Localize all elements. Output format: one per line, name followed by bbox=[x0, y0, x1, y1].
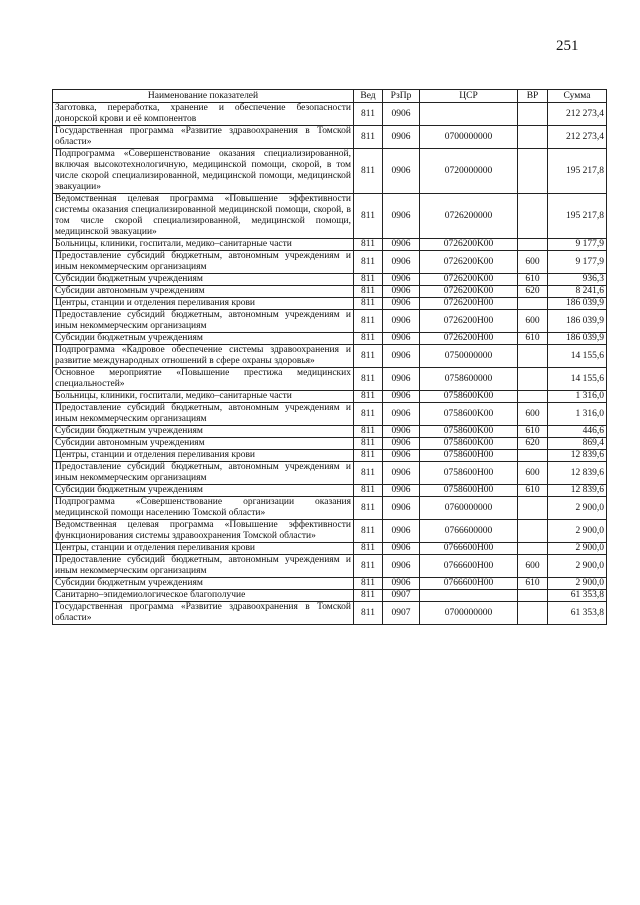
cell-sum: 9 177,9 bbox=[548, 239, 607, 251]
table-row bbox=[53, 555, 607, 578]
table-row bbox=[53, 274, 607, 286]
cell-ved: 811 bbox=[354, 194, 383, 239]
cell-ved: 811 bbox=[354, 543, 383, 555]
cell-csr: 0766600H00 bbox=[420, 555, 518, 578]
cell-rzpr: 0906 bbox=[383, 543, 420, 555]
cell-vr bbox=[518, 543, 548, 555]
cell-csr: 0720000000 bbox=[420, 149, 518, 194]
cell-name: Субсидии бюджетным учреждениям bbox=[53, 274, 354, 286]
cell-csr: 0758600K00 bbox=[420, 391, 518, 403]
cell-sum: 446,6 bbox=[548, 426, 607, 438]
cell-sum: 14 155,6 bbox=[548, 368, 607, 391]
cell-rzpr: 0906 bbox=[383, 450, 420, 462]
cell-vr: 620 bbox=[518, 438, 548, 450]
cell-vr bbox=[518, 391, 548, 403]
cell-csr: 0726200K00 bbox=[420, 251, 518, 274]
cell-sum: 186 039,9 bbox=[548, 310, 607, 333]
header-rzpr: РзПр bbox=[383, 90, 420, 103]
cell-csr: 0758600K00 bbox=[420, 403, 518, 426]
table-row bbox=[53, 403, 607, 426]
cell-rzpr: 0906 bbox=[383, 194, 420, 239]
cell-csr bbox=[420, 103, 518, 126]
table-row bbox=[53, 520, 607, 543]
cell-sum: 212 273,4 bbox=[548, 103, 607, 126]
cell-rzpr: 0906 bbox=[383, 251, 420, 274]
cell-ved: 811 bbox=[354, 462, 383, 485]
cell-csr: 0726200K00 bbox=[420, 274, 518, 286]
cell-name: Предоставление субсидий бюджетным, автономным учреждениям и иным некоммерческим организациям bbox=[53, 462, 354, 485]
cell-vr: 610 bbox=[518, 578, 548, 590]
cell-sum: 2 900,0 bbox=[548, 578, 607, 590]
table-row bbox=[53, 438, 607, 450]
cell-name: Ведомственная целевая программа «Повышение эффективности системы оказания специализированной медицинской помощи, скорой, в том числе скорой специализированной, медицинской помощи, медицинской эвакуации» bbox=[53, 194, 354, 239]
page-number: 251 bbox=[556, 38, 579, 54]
cell-sum: 14 155,6 bbox=[548, 345, 607, 368]
cell-rzpr: 0906 bbox=[383, 333, 420, 345]
cell-vr: 610 bbox=[518, 333, 548, 345]
table-row bbox=[53, 149, 607, 194]
cell-ved: 811 bbox=[354, 590, 383, 602]
cell-ved: 811 bbox=[354, 298, 383, 310]
cell-rzpr: 0906 bbox=[383, 345, 420, 368]
cell-csr: 0758600K00 bbox=[420, 426, 518, 438]
cell-rzpr: 0906 bbox=[383, 555, 420, 578]
cell-vr: 600 bbox=[518, 555, 548, 578]
cell-csr: 0766600H00 bbox=[420, 543, 518, 555]
table-row bbox=[53, 391, 607, 403]
cell-rzpr: 0906 bbox=[383, 426, 420, 438]
cell-rzpr: 0906 bbox=[383, 149, 420, 194]
table-row bbox=[53, 286, 607, 298]
cell-ved: 811 bbox=[354, 333, 383, 345]
cell-vr: 610 bbox=[518, 485, 548, 497]
cell-sum: 186 039,9 bbox=[548, 333, 607, 345]
cell-ved: 811 bbox=[354, 345, 383, 368]
cell-csr: 0766600H00 bbox=[420, 578, 518, 590]
cell-ved: 811 bbox=[354, 126, 383, 149]
table-row bbox=[53, 368, 607, 391]
cell-ved: 811 bbox=[354, 251, 383, 274]
header-row bbox=[53, 90, 607, 103]
cell-csr: 0726200000 bbox=[420, 194, 518, 239]
table-body bbox=[53, 103, 607, 625]
cell-vr bbox=[518, 194, 548, 239]
cell-name: Подпрограмма «Совершенствование оказания специализированной, включая высокотехнологичную, медицинской помощи, скорой, в том числе скорой специализированной, медицинской помощи, медицинской эвакуации» bbox=[53, 149, 354, 194]
cell-sum: 1 316,0 bbox=[548, 403, 607, 426]
cell-name: Заготовка, переработка, хранение и обеспечение безопасности донорской крови и её компонентов bbox=[53, 103, 354, 126]
cell-vr: 610 bbox=[518, 274, 548, 286]
cell-sum: 2 900,0 bbox=[548, 555, 607, 578]
table-row bbox=[53, 590, 607, 602]
cell-vr bbox=[518, 126, 548, 149]
cell-ved: 811 bbox=[354, 485, 383, 497]
cell-name: Ведомственная целевая программа «Повышение эффективности функционирования системы здравоохранения Томской области» bbox=[53, 520, 354, 543]
cell-vr: 600 bbox=[518, 403, 548, 426]
cell-vr bbox=[518, 103, 548, 126]
cell-ved: 811 bbox=[354, 578, 383, 590]
cell-ved: 811 bbox=[354, 497, 383, 520]
table-row bbox=[53, 497, 607, 520]
table-row bbox=[53, 450, 607, 462]
cell-rzpr: 0906 bbox=[383, 286, 420, 298]
header-csr: ЦСР bbox=[420, 90, 518, 103]
header-name: Наименование показателей bbox=[53, 90, 354, 103]
cell-vr bbox=[518, 368, 548, 391]
cell-name: Предоставление субсидий бюджетным, автономным учреждениям и иным некоммерческим организациям bbox=[53, 403, 354, 426]
cell-name: Подпрограмма «Кадровое обеспечение системы здравоохранения и развитие международных отношений в сфере охраны здоровья» bbox=[53, 345, 354, 368]
table-row bbox=[53, 333, 607, 345]
cell-sum: 936,3 bbox=[548, 274, 607, 286]
cell-sum: 61 353,8 bbox=[548, 590, 607, 602]
table-row bbox=[53, 462, 607, 485]
table-header bbox=[53, 90, 607, 103]
cell-csr: 0726200H00 bbox=[420, 310, 518, 333]
cell-vr bbox=[518, 497, 548, 520]
table-row bbox=[53, 251, 607, 274]
cell-sum: 2 900,0 bbox=[548, 497, 607, 520]
header-sum: Сумма bbox=[548, 90, 607, 103]
cell-sum: 2 900,0 bbox=[548, 520, 607, 543]
cell-sum: 9 177,9 bbox=[548, 251, 607, 274]
cell-ved: 811 bbox=[354, 391, 383, 403]
cell-sum: 8 241,6 bbox=[548, 286, 607, 298]
cell-name: Государственная программа «Развитие здравоохранения в Томской области» bbox=[53, 126, 354, 149]
cell-name: Центры, станции и отделения переливания крови bbox=[53, 450, 354, 462]
table-row bbox=[53, 578, 607, 590]
cell-rzpr: 0906 bbox=[383, 578, 420, 590]
cell-csr: 0766600000 bbox=[420, 520, 518, 543]
cell-ved: 811 bbox=[354, 286, 383, 298]
cell-rzpr: 0906 bbox=[383, 485, 420, 497]
cell-name: Предоставление субсидий бюджетным, автономным учреждениям и иным некоммерческим организациям bbox=[53, 555, 354, 578]
cell-name: Государственная программа «Развитие здравоохранения в Томской области» bbox=[53, 602, 354, 625]
cell-vr bbox=[518, 450, 548, 462]
cell-vr: 610 bbox=[518, 426, 548, 438]
cell-csr: 0726200K00 bbox=[420, 286, 518, 298]
cell-vr bbox=[518, 298, 548, 310]
table-row bbox=[53, 426, 607, 438]
cell-vr bbox=[518, 520, 548, 543]
cell-rzpr: 0906 bbox=[383, 103, 420, 126]
cell-name: Подпрограмма «Совершенствование организации оказания медицинской помощи населению Томской области» bbox=[53, 497, 354, 520]
cell-vr bbox=[518, 239, 548, 251]
cell-name: Субсидии бюджетным учреждениям bbox=[53, 426, 354, 438]
table-row bbox=[53, 103, 607, 126]
cell-csr: 0758600H00 bbox=[420, 485, 518, 497]
cell-sum: 195 217,8 bbox=[548, 149, 607, 194]
table-row bbox=[53, 298, 607, 310]
cell-name: Центры, станции и отделения переливания крови bbox=[53, 543, 354, 555]
cell-csr: 0758600000 bbox=[420, 368, 518, 391]
cell-name: Субсидии бюджетным учреждениям bbox=[53, 485, 354, 497]
cell-vr: 620 bbox=[518, 286, 548, 298]
cell-rzpr: 0907 bbox=[383, 602, 420, 625]
cell-name: Центры, станции и отделения переливания крови bbox=[53, 298, 354, 310]
cell-vr: 600 bbox=[518, 310, 548, 333]
cell-sum: 2 900,0 bbox=[548, 543, 607, 555]
cell-vr bbox=[518, 602, 548, 625]
cell-ved: 811 bbox=[354, 426, 383, 438]
table-row bbox=[53, 239, 607, 251]
cell-rzpr: 0906 bbox=[383, 391, 420, 403]
cell-csr: 0700000000 bbox=[420, 126, 518, 149]
cell-sum: 12 839,6 bbox=[548, 462, 607, 485]
cell-sum: 212 273,4 bbox=[548, 126, 607, 149]
cell-ved: 811 bbox=[354, 368, 383, 391]
cell-name: Субсидии бюджетным учреждениям bbox=[53, 578, 354, 590]
cell-csr: 0758600H00 bbox=[420, 450, 518, 462]
table-row bbox=[53, 543, 607, 555]
cell-csr bbox=[420, 590, 518, 602]
cell-rzpr: 0906 bbox=[383, 126, 420, 149]
cell-csr: 0726200H00 bbox=[420, 333, 518, 345]
cell-csr: 0700000000 bbox=[420, 602, 518, 625]
cell-rzpr: 0906 bbox=[383, 520, 420, 543]
cell-name: Субсидии автономным учреждениям bbox=[53, 438, 354, 450]
cell-rzpr: 0906 bbox=[383, 298, 420, 310]
cell-csr: 0760000000 bbox=[420, 497, 518, 520]
cell-sum: 869,4 bbox=[548, 438, 607, 450]
cell-csr: 0726200H00 bbox=[420, 298, 518, 310]
cell-rzpr: 0906 bbox=[383, 403, 420, 426]
cell-ved: 811 bbox=[354, 239, 383, 251]
cell-rzpr: 0906 bbox=[383, 462, 420, 485]
cell-sum: 195 217,8 bbox=[548, 194, 607, 239]
cell-csr: 0758600H00 bbox=[420, 462, 518, 485]
cell-rzpr: 0906 bbox=[383, 438, 420, 450]
table-row bbox=[53, 602, 607, 625]
cell-ved: 811 bbox=[354, 403, 383, 426]
cell-name: Субсидии бюджетным учреждениям bbox=[53, 333, 354, 345]
cell-rzpr: 0906 bbox=[383, 497, 420, 520]
cell-sum: 12 839,6 bbox=[548, 485, 607, 497]
cell-ved: 811 bbox=[354, 310, 383, 333]
cell-vr bbox=[518, 345, 548, 368]
table-row bbox=[53, 485, 607, 497]
table-row bbox=[53, 194, 607, 239]
header-vr: ВР bbox=[518, 90, 548, 103]
cell-name: Больницы, клиники, госпитали, медико–санитарные части bbox=[53, 391, 354, 403]
cell-sum: 1 316,0 bbox=[548, 391, 607, 403]
cell-vr bbox=[518, 590, 548, 602]
cell-ved: 811 bbox=[354, 602, 383, 625]
cell-name: Предоставление субсидий бюджетным, автономным учреждениям и иным некоммерческим организациям bbox=[53, 251, 354, 274]
cell-name: Субсидии автономным учреждениям bbox=[53, 286, 354, 298]
budget-table bbox=[52, 89, 607, 625]
cell-name: Санитарно–эпидемиологическое благополучие bbox=[53, 590, 354, 602]
header-ved: Вед bbox=[354, 90, 383, 103]
cell-name: Основное мероприятие «Повышение престижа медицинских специальностей» bbox=[53, 368, 354, 391]
cell-sum: 61 353,8 bbox=[548, 602, 607, 625]
table-row bbox=[53, 345, 607, 368]
cell-rzpr: 0906 bbox=[383, 368, 420, 391]
cell-ved: 811 bbox=[354, 450, 383, 462]
cell-ved: 811 bbox=[354, 520, 383, 543]
table-row bbox=[53, 310, 607, 333]
cell-ved: 811 bbox=[354, 438, 383, 450]
cell-name: Предоставление субсидий бюджетным, автономным учреждениям и иным некоммерческим организациям bbox=[53, 310, 354, 333]
cell-csr: 0726200K00 bbox=[420, 239, 518, 251]
cell-vr: 600 bbox=[518, 251, 548, 274]
cell-ved: 811 bbox=[354, 103, 383, 126]
cell-csr: 0758600K00 bbox=[420, 438, 518, 450]
cell-rzpr: 0906 bbox=[383, 274, 420, 286]
table-row bbox=[53, 126, 607, 149]
cell-rzpr: 0906 bbox=[383, 310, 420, 333]
cell-rzpr: 0906 bbox=[383, 239, 420, 251]
cell-ved: 811 bbox=[354, 274, 383, 286]
cell-vr: 600 bbox=[518, 462, 548, 485]
cell-name: Больницы, клиники, госпитали, медико–санитарные части bbox=[53, 239, 354, 251]
cell-sum: 12 839,6 bbox=[548, 450, 607, 462]
cell-vr bbox=[518, 149, 548, 194]
cell-rzpr: 0907 bbox=[383, 590, 420, 602]
cell-csr: 0750000000 bbox=[420, 345, 518, 368]
cell-ved: 811 bbox=[354, 555, 383, 578]
cell-sum: 186 039,9 bbox=[548, 298, 607, 310]
cell-ved: 811 bbox=[354, 149, 383, 194]
